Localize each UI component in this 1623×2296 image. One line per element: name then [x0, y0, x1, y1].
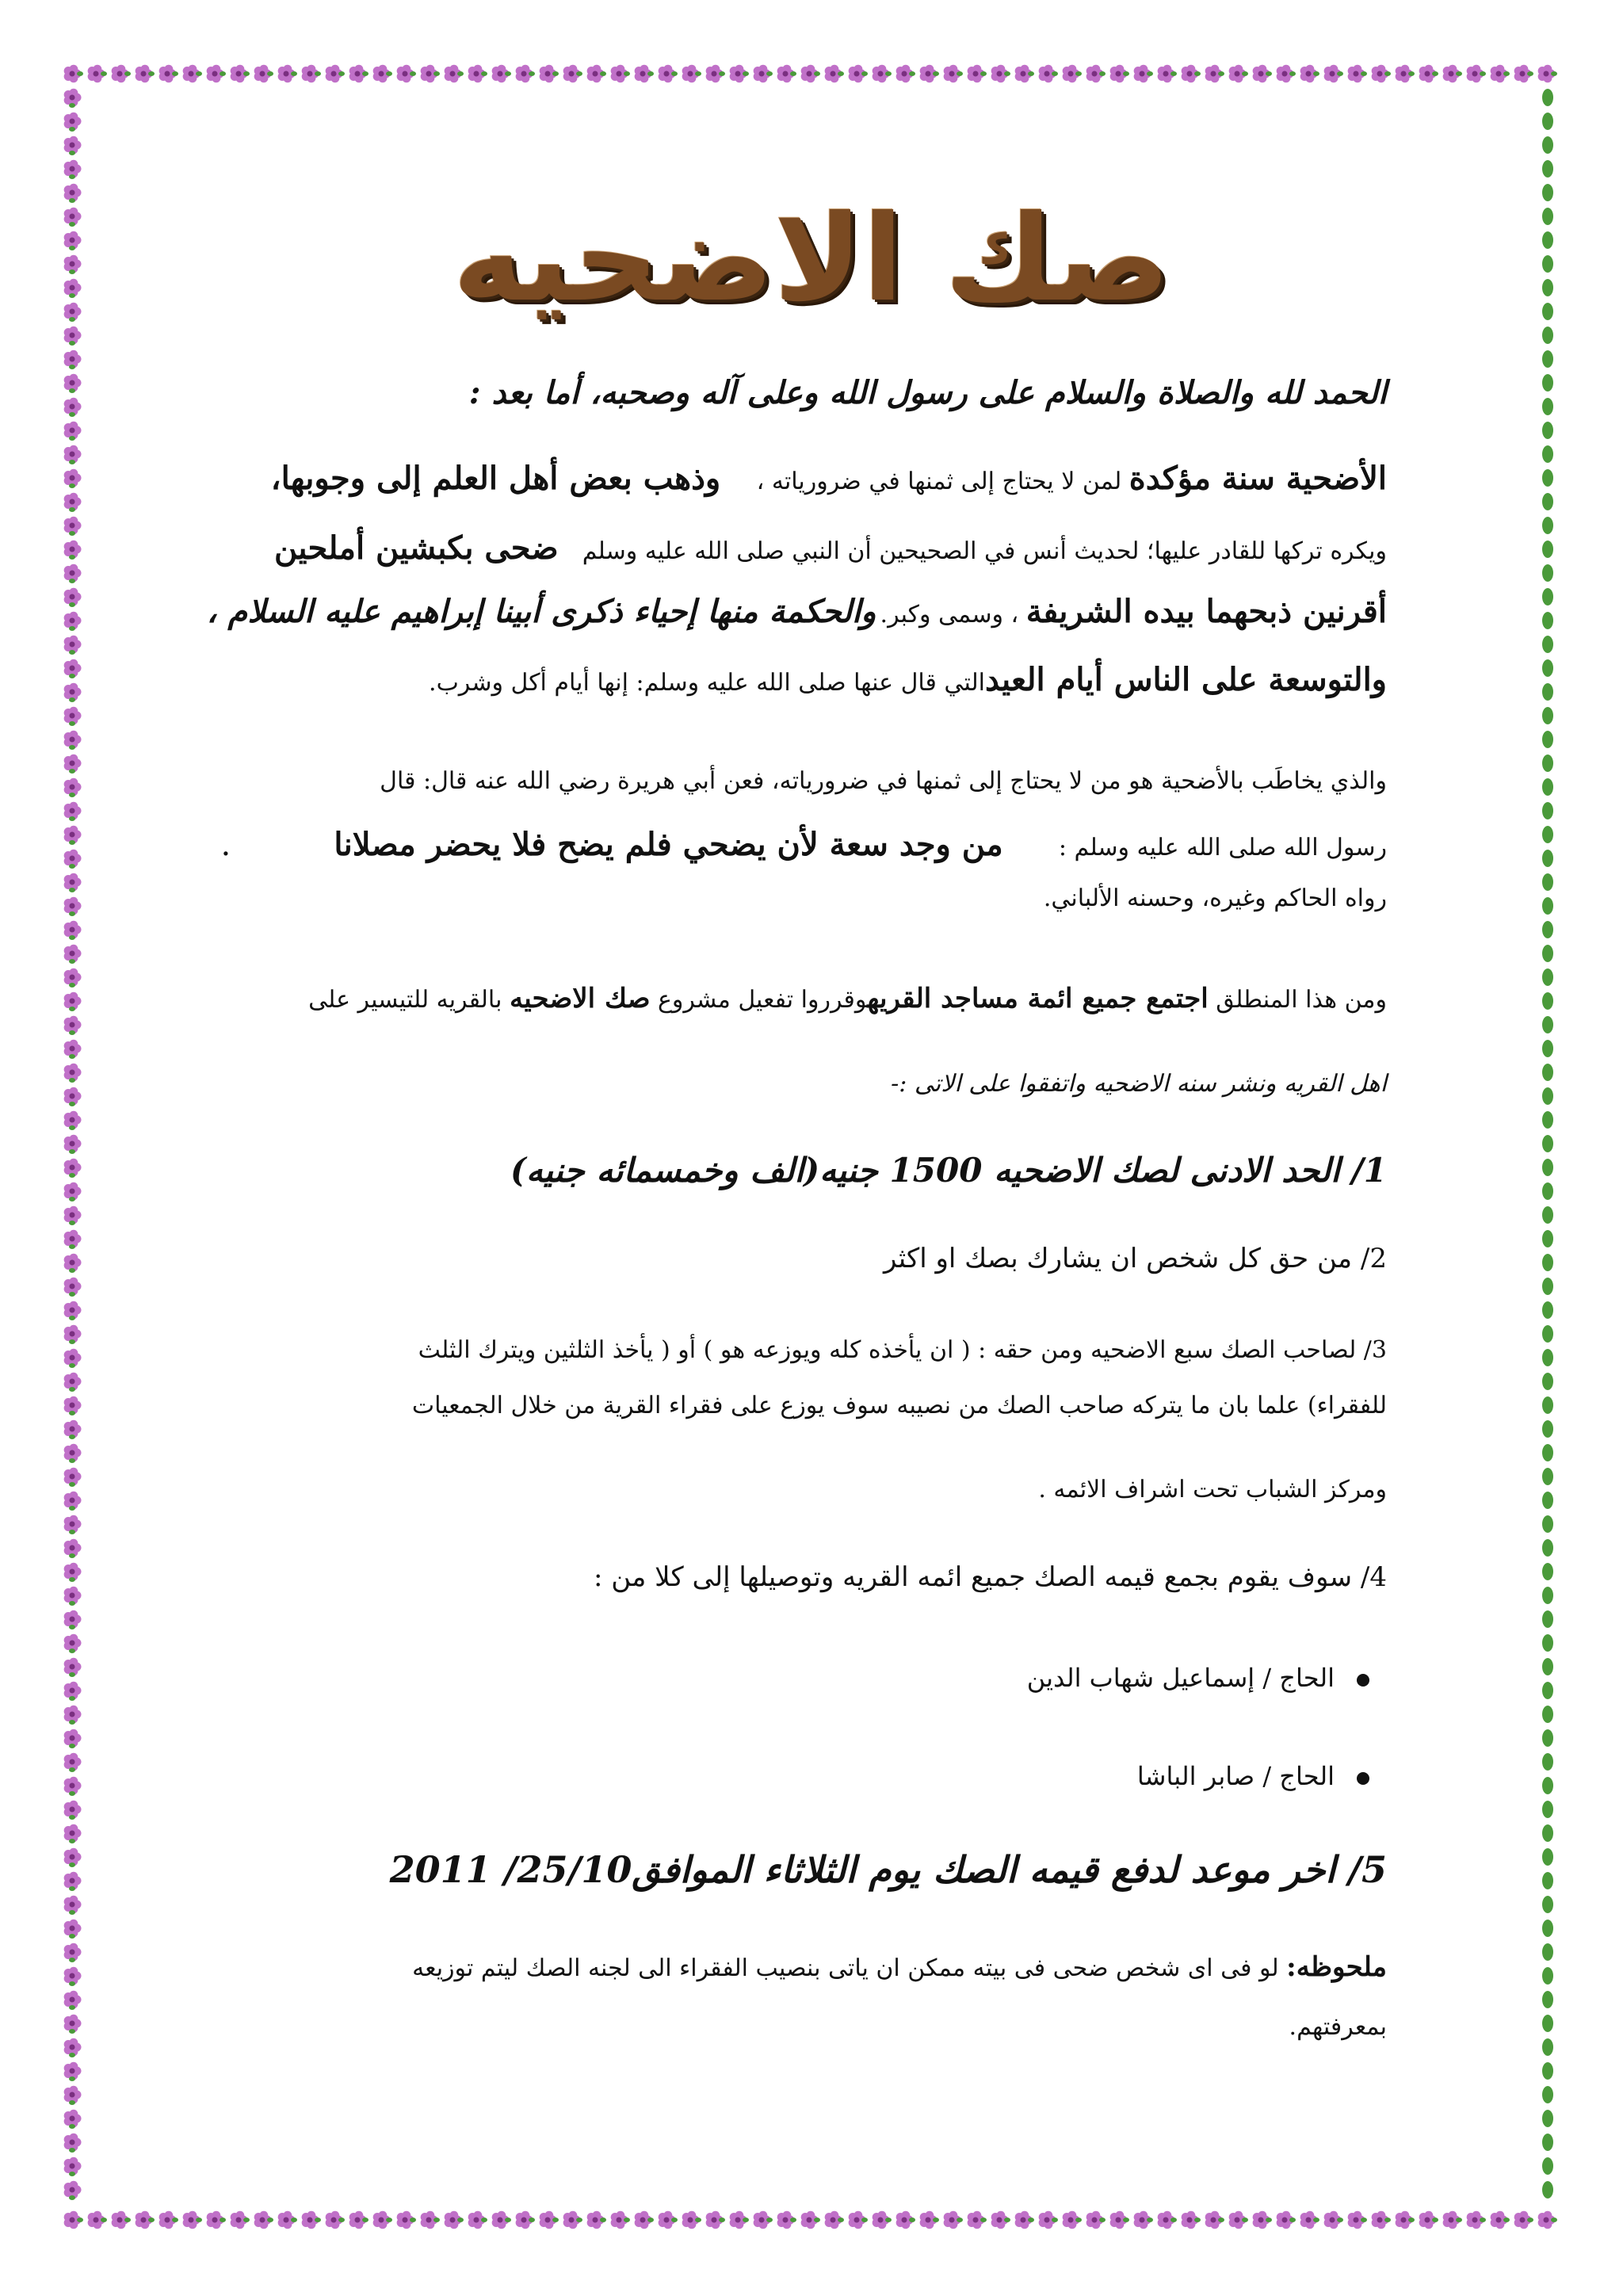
para2-hadith: من وجد سعة لأن يضحي فلم يضح فلا يحضر مصلانا [334, 826, 1003, 863]
list-item [1027, 1663, 1369, 1693]
para2-period: . [220, 827, 231, 863]
para3-end: بالقريه للتيسير على [308, 986, 510, 1014]
para1-line3 [206, 593, 1387, 630]
para1-bold-1: الأضحية سنة مؤكدة [1128, 460, 1387, 497]
opening-line: الحمد لله والصلاة والسلام على رسول الله وعلى آله وصحبه، أما بعد : [468, 374, 1387, 411]
bullet-text-2: الحاج / صابر الباشا [1136, 1761, 1335, 1791]
para3-line1 [238, 983, 1387, 1014]
item-5: 5/ اخر موعد لدفع قيمه الصك يوم الثلاثاء الموافق25/10/ 2011 [389, 1848, 1387, 1891]
para1-text-1: لمن لا يحتاج إلى ثمنها في ضرورياته ، [756, 468, 1129, 495]
para1-text-2: ويكره تركها للقادر عليها؛ لحديث أنس في الصحيحين أن النبي صلى الله عليه وسلم [582, 537, 1387, 565]
para1-bold-6: والتوسعة على الناس أيام العيد [984, 661, 1387, 698]
bullet-icon [1357, 1772, 1369, 1785]
para1-text-4: التي قال عنها صلى الله عليه وسلم: إنها أيام أكل وشرب. [429, 669, 985, 697]
para1-bold-5: والحكمة منها إحياء ذكرى أبينا إبراهيم عليه السلام ، [206, 593, 876, 630]
para3-bold-2: صك الاضحيه [509, 983, 651, 1014]
para1-bold-4: أقرنين ذبحهما بيده الشريفة [1025, 593, 1387, 630]
item-4: 4/ سوف يقوم بجمع قيمه الصك جميع ائمه القريه وتوصيلها إلى كلا من : [594, 1561, 1387, 1593]
para2-text: رسول الله صلى الله عليه وسلم : [1058, 834, 1387, 861]
item-3-line1: 3/ لصاحب الصك سبع الاضحيه ومن حقه : ( ان يأخذه كله ويوزعه هو ) أو ( يأخذ الثلثين ويترك الثلث [418, 1336, 1387, 1364]
para3-bold-1: اجتمع جميع ائمة مساجد القريه [867, 983, 1209, 1014]
para2-line2 [220, 826, 1387, 863]
list-item [1137, 1761, 1369, 1791]
para3-start: ومن هذا المنطلق [1208, 986, 1387, 1014]
note-text: لو فى اى شخص ضحى فى بيته ممكن ان ياتى بنصيب الفقراء الى لجنه الصك ليتم توزيعه [412, 1954, 1287, 1982]
bullet-icon [1357, 1674, 1369, 1687]
item-2: 2/ من حق كل شخص ان يشارك بصك او اكثر [884, 1243, 1387, 1274]
para3-line2: اهل القريه ونشر سنه الاضحيه واتفقوا على الاتى :- [891, 1070, 1387, 1098]
bullet-text-1: الحاج / إسماعيل شهاب الدين [1026, 1663, 1335, 1693]
para2-line1: والذي يخاطَب بالأضحية هو من لا يحتاج إلى ثمنها في ضرورياته، فعن أبي هريرة رضي الله عنه قال: قال [380, 767, 1387, 795]
note-label: ملحوظه: [1286, 1951, 1387, 1983]
para1-line2 [238, 529, 1387, 567]
para1-line1 [238, 460, 1387, 497]
note-line1 [238, 1951, 1387, 1983]
page-title: صك الاضحيه [453, 190, 1170, 328]
para2-line3: رواه الحاكم وغيره، وحسنه الألباني. [1043, 884, 1387, 912]
para1-line4 [238, 661, 1387, 698]
para3-mid: وقرروا تفعيل مشروع [650, 986, 868, 1014]
para1-text-3: ، وسمى وكبر. [880, 601, 1026, 628]
para1-bold-3: ضحى بكبشين أملحين [273, 529, 559, 567]
item-1: 1/ الحد الادنى لصك الاضحيه 1500 جنيه(الف وخمسمائه جنيه) [510, 1151, 1387, 1190]
item-3-line3: ومركز الشباب تحت اشراف الائمه . [1038, 1476, 1387, 1503]
para1-bold-2: وذهب بعض أهل العلم إلى وجوبها، [270, 460, 721, 497]
item-3-line2: للفقراء) علما بان ما يتركه صاحب الصك من نصيبه سوف يوزع على فقراء القرية من خلال الجمعيات [411, 1392, 1387, 1419]
note-line2: بمعرفتهم. [1289, 2013, 1387, 2041]
